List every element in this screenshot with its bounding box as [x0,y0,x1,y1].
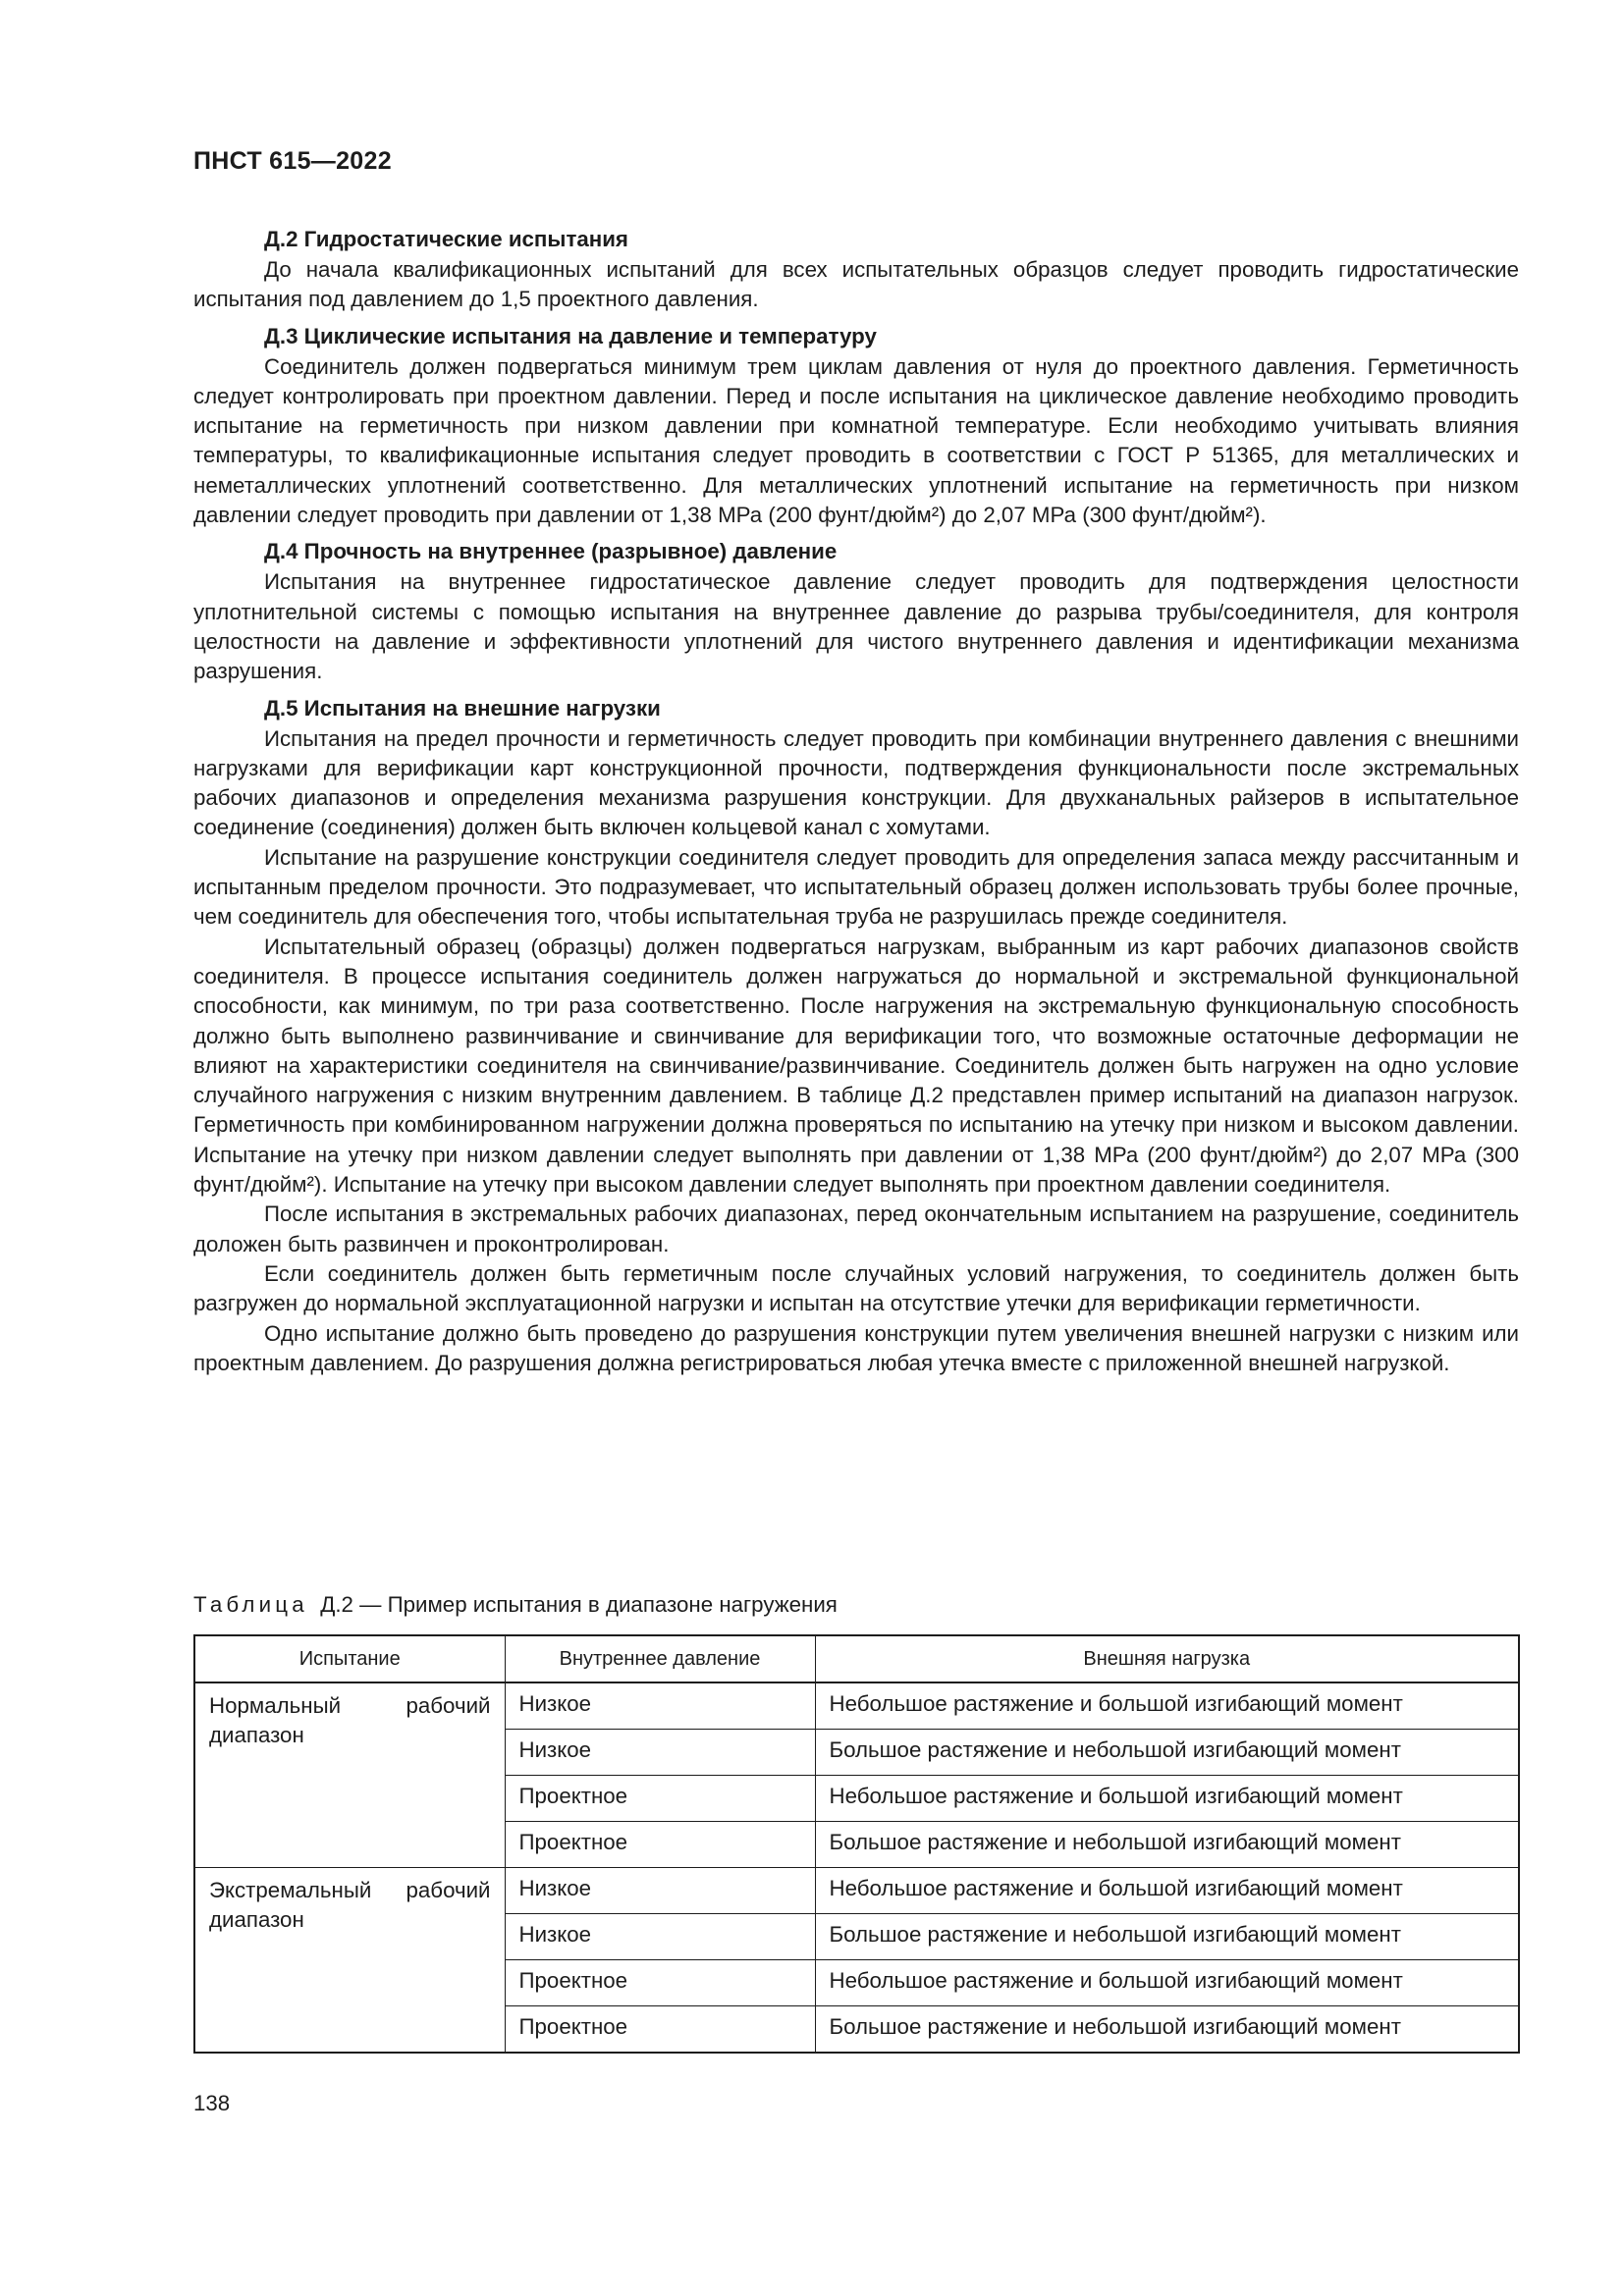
document-id-header: ПНСТ 615—2022 [193,147,392,175]
load-cell: Большое растяжение и небольшой изгибающий момент [815,1730,1519,1776]
section-d5-paragraph-6: Одно испытание должно быть проведено до разрушения конструкции путем увеличения внешней нагрузки с низким или проектным давлением. До разрушения должна регистрироваться любая утечка вместе с приложенной внешней нагрузкой. [193,1320,1519,1375]
section-d3-paragraph: Соединитель должен подвергаться минимум трем циклам давления от нуля до проектного давления. Герметичность следует контролировать при проектном давлении. Перед и после испытания на циклическое давление необходимо проводить испытание на герметичность при низком давлении при комнатной температуре. Если необходимо учитывать влияния температуры, то квалификационные испытания следует проводить в соответствии с ГОСТ Р 51365, для металлических и неметаллических уплотнений соответственно. Для металлических уплотнений испытание на герметичность при низком давлении следует проводить при давлении от 1,38 МРа (200 фунт/дюйм²) до 2,07 МРа (300 фунт/дюйм²). [193,353,1519,528]
section-d5-paragraph-4: После испытания в экстремальных рабочих диапазонах, перед окончательным испытанием на разрушение, соединитель доложен быть развинчен и проконтролирован. [193,1201,1519,1256]
table-header-row [194,1635,1519,1682]
pressure-cell: Проектное [505,1822,815,1868]
table-caption [193,1592,838,1618]
load-cell: Небольшое растяжение и большой изгибающий момент [815,1682,1519,1730]
column-header-test: Испытание [194,1635,505,1682]
section-d5-paragraph-5: Если соединитель должен быть герметичным после случайных условий нагружения, то соединитель должен быть разгружен до нормальной эксплуатационной нагрузки и испытан на отсутствие утечки для верификации герметичности. [193,1260,1519,1316]
section-d2-paragraph: До начала квалификационных испытаний для всех испытательных образцов следует проводить гидростатические испытания под давлением до 1,5 проектного давления. [193,257,1519,312]
section-d4-paragraph: Испытания на внутреннее гидростатическое давление следует проводить для подтверждения целостности уплотнительной системы с помощью испытания на внутреннее давление до разрыва трубы/соединителя, для контроля целостности на давление и эффективности уплотнений для чистого внутреннего давления и идентификации механизма разрушения. [193,569,1519,684]
section-d5-paragraph-2: Испытание на разрушение конструкции соединителя следует проводить для определения запаса между рассчитанным и испытанным пределом прочности. Это подразумевает, что испытательный образец должен использовать трубы более прочные, чем соединитель для обеспечения того, чтобы испытательная труба не разрушилась прежде соединителя. [193,844,1519,930]
pressure-cell: Низкое [505,1682,815,1730]
table-caption-text: Д.2 — Пример испытания в диапазоне нагружения [320,1592,838,1617]
table-caption-label: Таблица [193,1592,308,1617]
section-d5-paragraph-3: Испытательный образец (образцы) должен подвергаться нагрузкам, выбранным из карт рабочих диапазонов свойств соединителя. В процессе испытания соединитель должен нагружаться до нормальной и экстремальной функциональной способности, как минимум, по три раза соответственно. После нагружения на экстремальную функциональную способность должно быть выполнено развинчивание и свинчивание для верификации того, что возможные остаточные деформации не влияют на характеристики соединителя на свинчивание/развинчивание. Соединитель должен быть нагружен на одно условие случайного нагружения с низким внутренним давлением. В таблице Д.2 представлен пример испытаний на диапазон нагрузок. Герметичность при комбинированном нагружении должна проверяться по испытанию на утечку при низком и высоком давлении. Испытание на утечку при низком давлении следует выполнять при давлении от 1,38 МРа (200 фунт/дюйм²) до 2,07 МРа (300 фунт/дюйм²). Испытание на утечку при высоком давлении следует выполнять при проектном давлении соединителя. [193,934,1519,1198]
load-cell: Большое растяжение и небольшой изгибающий момент [815,1822,1519,1868]
pressure-cell: Низкое [505,1914,815,1960]
pressure-cell: Низкое [505,1868,815,1914]
section-heading-d4: Д.4 Прочность на внутреннее (разрывное) давление [264,539,838,564]
group-cell-extreme: Экстремальный рабочий диапазон [194,1868,505,2054]
section-heading-d5: Д.5 Испытания на внешние нагрузки [264,695,661,721]
document-body [193,224,1519,1378]
load-cell: Большое растяжение и небольшой изгибающий момент [815,2006,1519,2054]
load-cell: Небольшое растяжение и большой изгибающий момент [815,1776,1519,1822]
pressure-cell: Проектное [505,2006,815,2054]
pressure-cell: Проектное [505,1960,815,2006]
table-row [194,1682,1519,1730]
column-header-internal-pressure: Внутреннее давление [505,1635,815,1682]
load-cell: Небольшое растяжение и большой изгибающий момент [815,1960,1519,2006]
column-header-external-load: Внешняя нагрузка [815,1635,1519,1682]
load-cell: Большое растяжение и небольшой изгибающий момент [815,1914,1519,1960]
page-number: 138 [193,2091,231,2115]
pressure-cell: Низкое [505,1730,815,1776]
section-heading-d3: Д.3 Циклические испытания на давление и температуру [264,323,877,348]
load-range-table [193,1634,1520,2054]
load-cell: Небольшое растяжение и большой изгибающий момент [815,1868,1519,1914]
table-row [194,1868,1519,1914]
section-d5-paragraph-1: Испытания на предел прочности и герметичность следует проводить при комбинации внутреннего давления с внешними нагрузками для верификации карт конструкционной прочности, подтверждения функциональности после экстремальных рабочих диапазонов и определения механизма разрушения конструкции. Для двухканальных райзеров в испытательное соединение (соединения) должен быть включен кольцевой канал с хомутами. [193,725,1519,840]
pressure-cell: Проектное [505,1776,815,1822]
group-cell-normal: Нормальный рабочий диапазон [194,1682,505,1868]
section-heading-d2: Д.2 Гидростатические испытания [264,227,628,251]
